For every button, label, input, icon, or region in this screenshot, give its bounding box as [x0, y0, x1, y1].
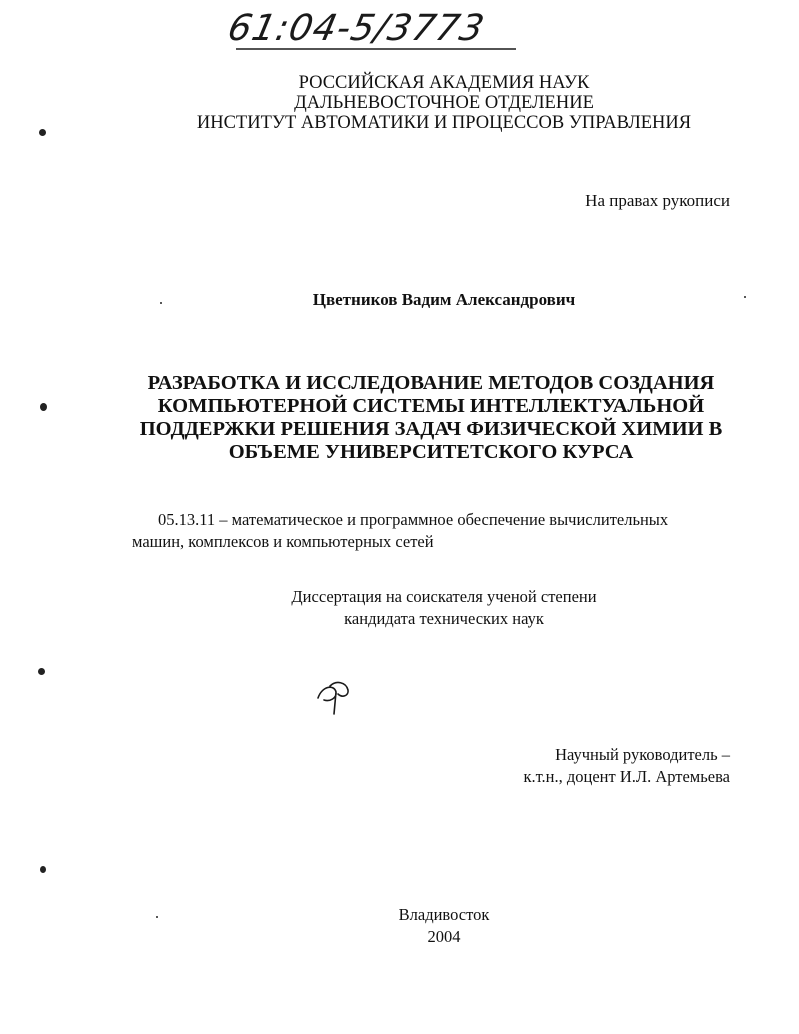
dust-speck [744, 296, 746, 298]
institution-header [0, 73, 799, 133]
degree-line-1: Диссертация на соискателя ученой степени [291, 587, 597, 606]
specialty-code [132, 509, 758, 553]
binding-hole-mark [39, 129, 46, 136]
city-year-footer [0, 904, 799, 948]
title-line-4: ОБЪЕМЕ УНИВЕРСИТЕТСКОГО КУРСА [228, 441, 634, 463]
institution-line-3: ИНСТИТУТ АВТОМАТИКИ И ПРОЦЕССОВ УПРАВЛЕНИЯ [196, 113, 692, 133]
author-name: Цветников Вадим Александрович [312, 290, 576, 309]
binding-hole-mark [40, 866, 46, 873]
archive-code-underline [236, 48, 516, 50]
degree-statement [0, 586, 799, 630]
dust-speck [156, 916, 158, 918]
dissertation-title [126, 372, 736, 464]
degree-line-2: кандидата технических наук [344, 609, 544, 628]
institution-line-2: ДАЛЬНЕВОСТОЧНОЕ ОТДЕЛЕНИЕ [294, 93, 594, 113]
specialty-line-2: машин, комплексов и компьютерных сетей [132, 532, 434, 551]
handwritten-signature [312, 676, 358, 716]
institution-line-1: РОССИЙСКАЯ АКАДЕМИЯ НАУК [298, 73, 590, 93]
title-line-3: ПОДДЕРЖКИ РЕШЕНИЯ ЗАДАЧ ФИЗИЧЕСКОЙ ХИМИИ В [139, 418, 723, 440]
specialty-line-1: 05.13.11 – математическое и программное обеспечение вычислительных [158, 510, 669, 529]
advisor-line-1: Научный руководитель – [555, 745, 730, 764]
year: 2004 [427, 927, 461, 946]
archive-code-text: 61:04-5/3773 [224, 8, 489, 49]
advisor-line-2: к.т.н., доцент И.Л. Артемьева [523, 767, 730, 786]
binding-hole-mark [40, 403, 47, 411]
city-name: Владивосток [398, 905, 490, 924]
binding-hole-mark [38, 668, 45, 675]
title-line-1: РАЗРАБОТКА И ИССЛЕДОВАНИЕ МЕТОДОВ СОЗДАНИЯ [147, 372, 715, 394]
dust-speck [160, 302, 162, 304]
scientific-advisor [523, 744, 730, 788]
manuscript-note: На правах рукописи [585, 191, 730, 210]
title-line-2: КОМПЬЮТЕРНОЙ СИСТЕМЫ ИНТЕЛЛЕКТУАЛЬНОЙ [157, 395, 705, 417]
